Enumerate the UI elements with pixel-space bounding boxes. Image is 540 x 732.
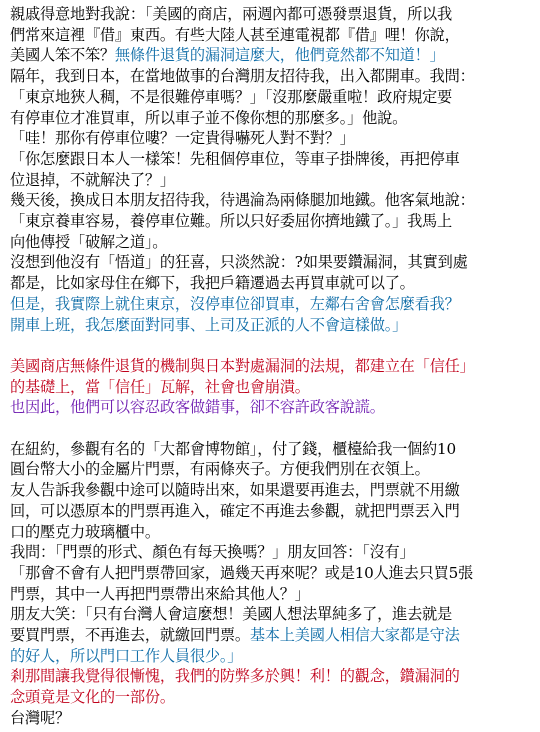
text-segment: 開車上班，我怎麼面對同事、上司及正派的人不會這樣做。」 — [10, 315, 408, 334]
text-segment: 也因此，他們可以容忍政客做錯事，卻不容許政客說謊。 — [10, 398, 385, 417]
text-line — [10, 686, 536, 708]
blank-line — [10, 417, 536, 439]
text-line — [10, 293, 536, 315]
text-segment: 美國人笨不笨？ — [10, 46, 115, 65]
text-segment: 向他傳授「破解之道」。 — [10, 232, 168, 251]
text-segment: 口的壓克力玻璃櫃中。 — [10, 522, 160, 541]
text-segment: 台灣呢？ — [10, 708, 70, 727]
text-segment: 位退掉，不就解決了？」 — [10, 170, 175, 189]
text-line — [10, 624, 536, 646]
text-segment: 「你怎麼跟日本人一樣笨！先租個停車位，等車子掛牌後，再把停車 — [10, 149, 460, 168]
text-segment: 的好人，所以門口工作人員很少。」 — [10, 646, 243, 665]
text-line — [10, 231, 536, 253]
text-segment: 友人告訴我參觀中途可以隨時出來，如果還要再進去，門票就不用繳 — [10, 481, 460, 500]
text-line — [10, 376, 536, 398]
text-line — [10, 189, 536, 211]
text-segment: 圓台幣大小的金屬片門票，有兩條夾子。方便我們別在衣領上。 — [10, 460, 430, 479]
text-line — [10, 148, 536, 170]
text-line — [10, 665, 536, 687]
text-segment: 但是，我實際上就住東京，沒停車位卻買車，左鄰右舍會怎麼看我？ — [10, 294, 460, 313]
text-line — [10, 107, 536, 129]
text-line — [10, 272, 536, 294]
text-segment: 「那會不會有人把門票帶回家，過幾天再來呢？或是10人進去只買5張 — [10, 563, 474, 582]
text-segment: 「東京地狹人稠，不是很難停車嗎？」「沒那麼嚴重啦！政府規定要 — [10, 87, 453, 106]
text-segment: 「東京養車容易，養停車位難。所以只好委屈你擠地鐵了。」我馬上 — [10, 212, 453, 230]
text-segment: 門票，其中一人再把門票帶出來給其他人？」 — [10, 584, 310, 603]
text-segment: 回，可以憑原本的門票再進入，確定不再進去參觀，就把門票丟入門 — [10, 501, 460, 520]
text-line — [10, 86, 536, 108]
text-line — [10, 562, 536, 584]
text-segment: 隔年，我到日本，在當地做事的台灣朋友招待我，出入都開車。我問： — [10, 67, 475, 86]
text-segment: 的基礎上，當「信任」瓦解，社會也會崩潰。 — [10, 377, 310, 396]
text-line — [10, 65, 536, 87]
text-line — [10, 458, 536, 480]
blank-line — [10, 334, 536, 356]
text-segment: 美國商店無條件退貨的機制與日本對處漏洞的法規，都建立在「信任」 — [10, 356, 475, 375]
text-line — [10, 24, 536, 46]
text-segment: 「哇！那你有停車位嘍？一定貴得嚇死人對不對？」 — [10, 129, 355, 148]
text-line — [10, 603, 536, 625]
text-line — [10, 479, 536, 501]
text-line — [10, 127, 536, 149]
text-segment: 朋友大笑：「只有台灣人會這麼想！美國人想法單純多了，進去就是 — [10, 605, 453, 624]
text-line — [10, 438, 536, 460]
text-line — [10, 314, 536, 336]
text-segment: 念頭竟是文化的一部份。 — [10, 688, 175, 707]
text-segment: 都是，比如家母住在鄉下，我把戶籍遷過去再買車就可以了。 — [10, 274, 415, 293]
text-segment: 基本上美國人相信大家都是守法 — [249, 626, 460, 644]
text-line — [10, 541, 536, 563]
text-segment: 有停車位才准買車，所以車子並不像你想的那麼多。」他說。 — [10, 108, 408, 127]
text-line — [10, 251, 536, 273]
text-segment: 親戚得意地對我說：「美國的商店，兩週內都可憑發票退貨，所以我 — [10, 5, 453, 23]
text-segment: 無條件退貨的漏洞這麼大，他們竟然都不知道！」 — [114, 46, 445, 65]
text-line — [10, 355, 536, 377]
text-line — [10, 521, 536, 543]
text-line — [10, 44, 536, 66]
text-segment: 要買門票，不再進去，就繳回門票。 — [10, 626, 250, 644]
text-line — [10, 396, 536, 418]
text-segment: 們常來這裡『借』東西。有些大陸人甚至連電視都『借』哩！你說， — [10, 25, 460, 44]
text-segment: 幾天後，換成日本朋友招待我，待遇淪為兩條腿加地鐵。他客氣地說： — [10, 191, 475, 210]
text-line — [10, 500, 536, 522]
text-segment: 我問：「門票的形式、顏色有每天換嗎？」朋友回答：「沒有」 — [10, 543, 415, 562]
text-segment: 沒想到他沒有「悟道」的狂喜，只淡然說：?如果要鑽漏洞，其實到處 — [10, 253, 468, 272]
text-line — [10, 645, 536, 667]
text-line — [10, 210, 536, 232]
text-segment: 剎那間讓我覺得很慚愧，我們的防弊多於興！利！的觀念，鑽漏洞的 — [10, 667, 460, 686]
text-segment: 在紐約，參觀有名的「大都會博物館」，付了錢，櫃檯給我一個約10 — [10, 439, 456, 458]
text-line — [10, 169, 536, 191]
text-line — [10, 707, 536, 729]
text-line — [10, 583, 536, 605]
text-line — [10, 3, 536, 25]
